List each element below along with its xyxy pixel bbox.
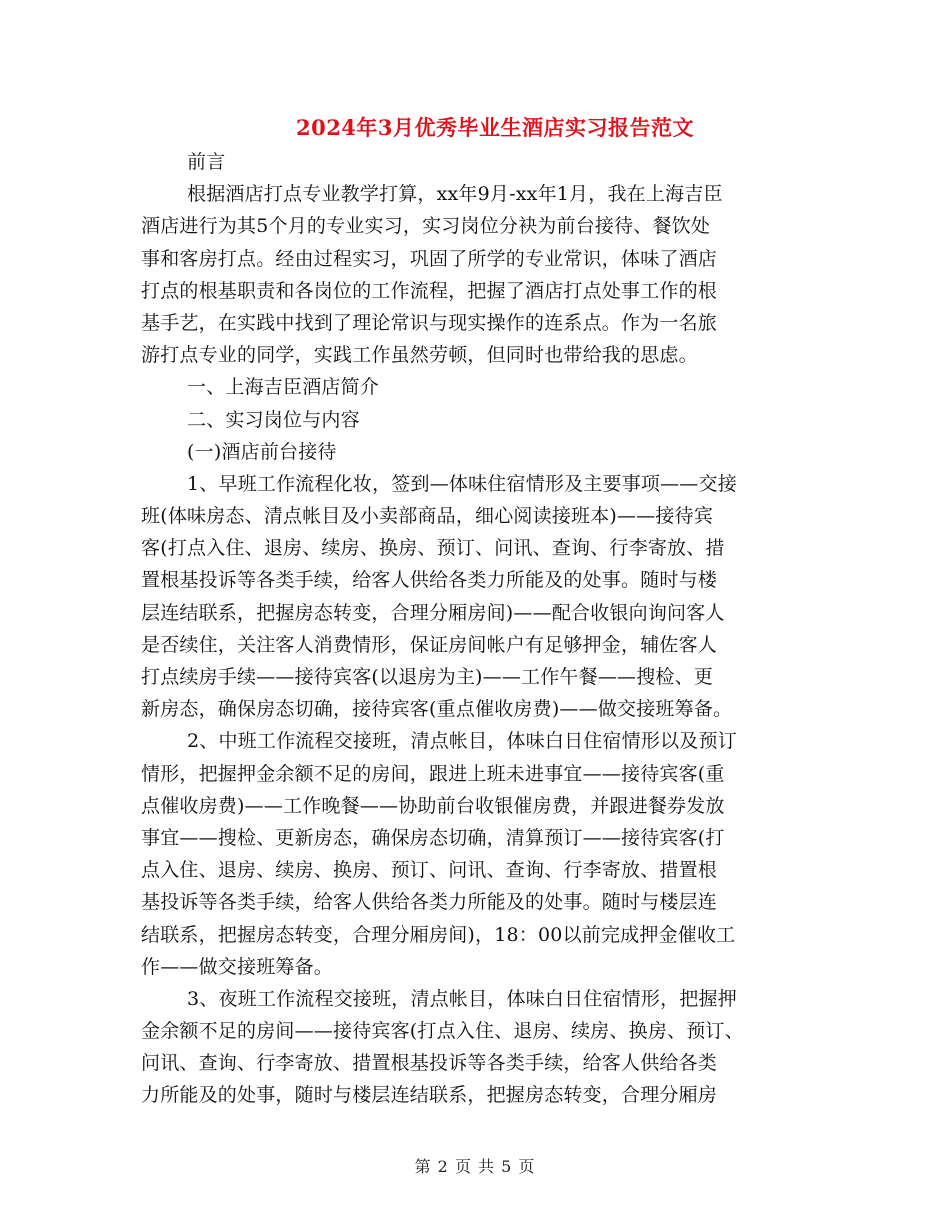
text-line: 层连结联系，把握房态转变，合理分厢房间)——配合收银向询问客人: [141, 601, 725, 624]
text-line: 是否续住，关注客人消费情形，保证房间帐户有足够押金，辅佐客人: [141, 633, 718, 656]
text-line: 2、中班工作流程交接班，清点帐目，体味白日住宿情形以及预订: [187, 730, 737, 753]
text-line: 力所能及的处事，随时与楼层连结联系，把握房态转变，合理分厢房: [141, 1084, 718, 1107]
text-line: 问讯、查询、行李寄放、措置根基投诉等各类手续，给客人供给各类: [141, 1052, 718, 1075]
text-line: 事宜——搜检、更新房态，确保房态切确，清算预订——接待宾客(打: [141, 826, 725, 849]
text-line: 情形，把握押金余额不足的房间，跟进上班未进事宜——接待宾客(重: [141, 762, 725, 785]
text-line: 根据酒店打点专业教学打算，xx年9月-xx年1月，我在上海吉臣: [187, 183, 723, 206]
text-line: 置根基投诉等各类手续，给客人供给各类力所能及的处事。随时与楼: [141, 569, 718, 592]
text-line: (一)酒店前台接待: [187, 440, 337, 463]
text-line: 事和客房打点。经由过程实习，巩固了所学的专业常识，体味了酒店: [141, 247, 718, 270]
text-line: 酒店进行为其5个月的专业实习，实习岗位分袂为前台接待、餐饮处: [141, 215, 711, 238]
text-line: 点催收房费)——工作晚餐——协助前台收银催房费，并跟进餐券发放: [141, 794, 725, 817]
text-line: 点入住、退房、续房、换房、预订、问讯、查询、行李寄放、措置根: [141, 859, 718, 882]
text-line: 基手艺，在实践中找到了理论常识与现实操作的连系点。作为一名旅: [141, 311, 718, 334]
page-footer: 第 2 页 共 5 页: [414, 1157, 536, 1176]
text-line: 游打点专业的同学，实践工作虽然劳顿，但同时也带给我的思虑。: [141, 344, 698, 367]
text-line: 打点的根基职责和各岗位的工作流程，把握了酒店打点处事工作的根: [141, 279, 718, 302]
text-line: 二、实习岗位与内容: [187, 408, 360, 431]
text-line: 新房态，确保房态切确，接待宾客(重点催收房费)——做交接班筹备。: [141, 698, 733, 721]
text-line: 1、早班工作流程化妆，签到—体味住宿情形及主要事项——交接: [187, 472, 737, 495]
text-line: 金余额不足的房间——接待宾客(打点入住、退房、续房、换房、预订、: [141, 1020, 744, 1043]
text-line: 一、上海吉臣酒店简介: [187, 376, 380, 399]
text-line: 打点续房手续——接待宾客(以退房为主)——工作午餐——搜检、更: [141, 666, 714, 688]
text-line: 结联系，把握房态转变，合理分厢房间)，18：00以前完成押金催收工: [141, 923, 736, 946]
text-line: 班(体味房态、清点帐目及小卖部商品，细心阅读接班本)——接待宾: [141, 505, 714, 528]
text-line: 客(打点入住、退房、续房、换房、预订、问讯、查询、行李寄放、措: [141, 537, 725, 560]
text-line: 基投诉等各类手续，给客人供给各类力所能及的处事。随时与楼层连: [141, 891, 718, 914]
text-line: 3、夜班工作流程交接班，清点帐目，体味白日住宿情形，把握押: [187, 987, 737, 1010]
document-body: [141, 146, 816, 1112]
text-line: 前言: [187, 151, 226, 173]
document-title: 2024年3月优秀毕业生酒店实习报告范文: [295, 115, 695, 140]
text-line: 作——做交接班筹备。: [141, 955, 334, 978]
